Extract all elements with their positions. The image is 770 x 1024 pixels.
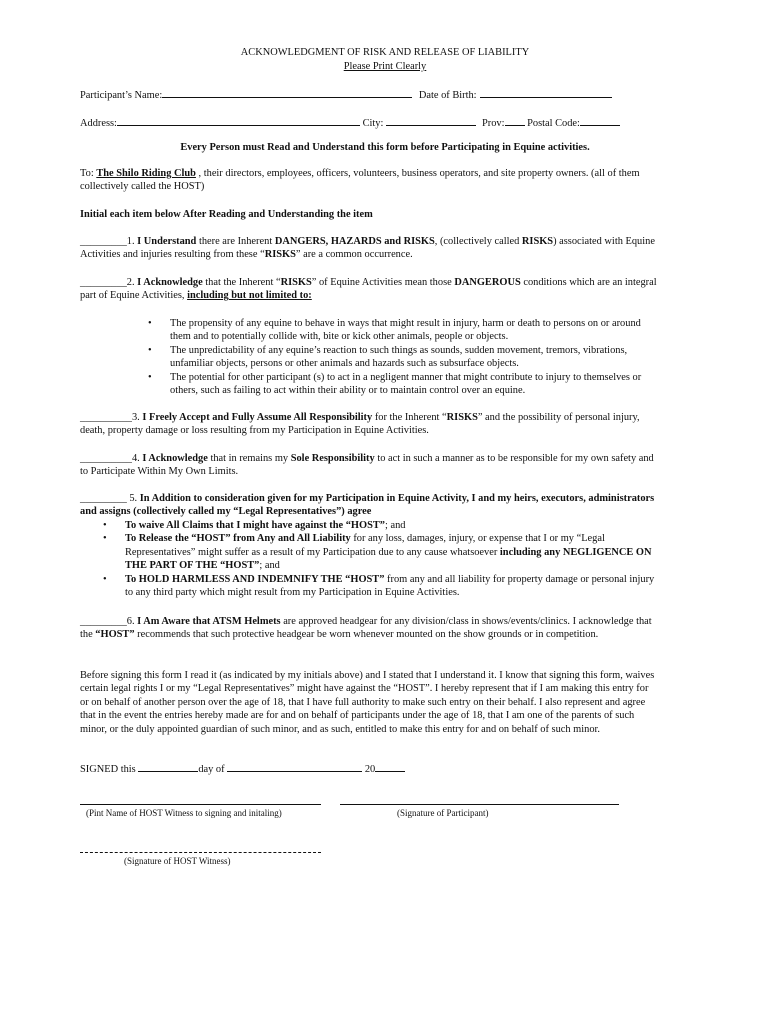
item-1-bold2: RISKS xyxy=(521,236,554,247)
item-1-bold3: RISKS xyxy=(264,249,296,261)
item-2-t2: ” of Equine Activities mean those xyxy=(311,277,455,288)
item-2-bold-underline: including but not limited to: xyxy=(187,290,312,302)
item-1-t1: there are Inherent xyxy=(196,236,275,247)
club-name: The Shilo Riding Club xyxy=(96,168,196,179)
item-4 xyxy=(80,452,660,479)
witness-print-line[interactable] xyxy=(80,804,321,805)
address-row xyxy=(80,115,680,131)
participant-name-label: Participant’s Name: xyxy=(80,90,163,101)
item-2-t3: conditions which are an integral part of Equine Activities, xyxy=(80,277,657,302)
item-2-lead: I Acknowledge xyxy=(137,277,203,288)
item-5-b2-tail: ; and xyxy=(259,560,280,572)
item-1-t3: ) associated with Equine Activities and injuries resulting from these “ xyxy=(80,236,655,261)
item-1-t2: , (collectively called xyxy=(434,236,522,247)
postal-label: Postal Code: xyxy=(527,118,580,129)
list-item xyxy=(103,573,660,600)
item-3-lead: I Freely Accept and Fully Assume All Responsibility xyxy=(142,412,373,423)
day-of-label: day of xyxy=(198,764,225,775)
item-2-bold1: RISKS xyxy=(280,277,312,288)
item-1-bold1: DANGERS, HAZARDS and RISKS xyxy=(274,236,435,247)
item-5-b3-bold: To HOLD HARMLESS AND INDEMNIFY THE “HOST” xyxy=(125,573,385,585)
item-5-bullet-list xyxy=(103,519,660,599)
item-6-bold1: “HOST” xyxy=(95,629,135,641)
address-label: Address: xyxy=(80,118,117,129)
item-5-b2-bold: To Release the “HOST” from Any and All Liability xyxy=(125,533,351,545)
page-subtitle xyxy=(0,60,770,74)
prov-label: Prov: xyxy=(481,118,505,129)
item-3 xyxy=(80,411,660,438)
item-3-t1: for the Inherent “ xyxy=(372,412,447,423)
item-5-b3-tail: from any and all liability for property damage or personal injury to any third party which might result from my Participation in Equine Activities. xyxy=(125,573,655,599)
item-2-num: 2. xyxy=(126,277,138,288)
signed-day-field[interactable] xyxy=(138,761,198,772)
witness-signature-line[interactable] xyxy=(80,852,321,853)
city-label: City: xyxy=(362,118,384,129)
initial-blank-1[interactable]: _________ xyxy=(80,236,127,247)
item-5-b2-text: for any loss, damages, injury, or expense that I or my “Legal Representatives” might suffer as a result of my Participation due to any cause whatsoever xyxy=(125,533,605,558)
postal-field[interactable] xyxy=(580,115,620,126)
item-4-bold1: Sole Responsibility xyxy=(290,453,375,464)
item-6-num: 6. xyxy=(126,616,138,627)
list-item xyxy=(103,532,660,572)
item-5-b2-bold2: including any NEGLIGENCE ON THE PART OF THE “HOST” xyxy=(125,546,652,572)
item-4-lead: I Acknowledge xyxy=(142,453,208,464)
list-item xyxy=(148,371,656,398)
to-rest: , their directors, employees, officers, volunteers, business operators, and site property owners. (all of them collectively called the HOST) xyxy=(80,168,640,193)
initial-blank-5[interactable]: _________ xyxy=(80,493,127,504)
initial-heading: Initial each item below After Reading and Understanding the item xyxy=(80,209,373,220)
signed-row xyxy=(80,761,680,777)
item-2-bold2: DANGEROUS xyxy=(454,277,521,288)
item-5-num: 5. xyxy=(126,493,140,504)
item-3-bold1: RISKS xyxy=(446,412,478,423)
signed-label: SIGNED this xyxy=(80,764,136,775)
item-5-b1-tail: ; and xyxy=(384,520,406,531)
item-5 xyxy=(80,492,660,519)
page-title: ACKNOWLEDGMENT OF RISK AND RELEASE OF LIABILITY xyxy=(240,47,530,58)
bullet-icon: • xyxy=(103,573,107,585)
bullet-text: The potential for other participant (s) to act in a negligent manner that might contribute to injury to themselves or others, such as failing to act within their ability or to maintain control over an equine. xyxy=(170,371,642,397)
participant-row xyxy=(80,87,680,103)
initial-blank-3[interactable]: __________ xyxy=(80,412,132,423)
bullet-icon: • xyxy=(148,344,152,356)
item-4-t2: to act in such a manner as to be responsible for my own safety and to Participate Within My Own Limits. xyxy=(80,453,654,478)
to-paragraph xyxy=(80,167,660,194)
participant-signature-caption: (Signature of Participant) xyxy=(397,808,489,818)
bullet-icon: • xyxy=(103,520,107,531)
list-item xyxy=(148,317,656,344)
address-field[interactable] xyxy=(117,115,360,126)
initial-blank-6[interactable]: _________ xyxy=(80,616,127,627)
list-item xyxy=(148,344,656,371)
bullet-icon: • xyxy=(148,371,152,383)
item-6 xyxy=(80,615,660,642)
initial-blank-4[interactable]: __________ xyxy=(80,453,132,464)
bullet-icon: • xyxy=(148,318,152,329)
item-2-bullet-list xyxy=(148,317,656,397)
item-5-b1-bold: To waive All Claims that I might have against the “HOST” xyxy=(125,520,385,531)
city-field[interactable] xyxy=(386,115,476,126)
signed-month-field[interactable] xyxy=(227,761,362,772)
signed-year-field[interactable] xyxy=(375,761,405,772)
item-6-lead: I Am Aware that ATSM Helmets xyxy=(137,616,281,627)
item-1 xyxy=(80,235,660,262)
participant-name-field[interactable] xyxy=(162,87,412,98)
dob-label: Date of Birth: xyxy=(418,90,477,101)
subtitle-text: Please Print Clearly xyxy=(343,61,427,72)
item-3-num: 3. xyxy=(131,412,143,423)
item-4-num: 4. xyxy=(131,453,143,464)
closing-paragraph: Before signing this form I read it (as indicated by my initials above) and I stated that I understand it. I know that signing this form, waives certain legal rights I or my “Legal Representatives” might have against the “HOST”. I hereby represent that if I am making this entry for or on behalf of another person over the age of 18, that I have full authority to make such entry on their behalf. I also represent and agree that in the event the entries hereby made are for and on behalf of participants under the age of 18, that I am one of the parents of such minor, or the duly appointed guardian of such minor, and as such, entitled to make this entry for and on behalf of such minor. xyxy=(80,670,655,735)
item-1-lead: I Understand xyxy=(137,236,197,247)
item-5-lead: In Addition to consideration given for my Participation in Equine Activity, I and my heirs, executors, administrators and assigns (collectively called my “Legal Representatives”) agree xyxy=(80,493,655,518)
item-1-num: 1. xyxy=(126,236,138,247)
to-prefix: To: xyxy=(80,168,97,179)
bullet-text: The unpredictability of any equine’s reaction to such things as sounds, sudden movement, tremors, vibrations, unfamiliar objects, persons or other animals and hazards such as subsurface objects. xyxy=(170,344,628,370)
item-2-t1: that the Inherent “ xyxy=(202,277,281,288)
year-label: 20 xyxy=(364,764,376,775)
item-6-t2: recommends that such protective headgear be worn whenever mounted on the show grounds or in competition. xyxy=(134,629,599,641)
item-4-t1: that in remains my xyxy=(207,453,291,464)
notice-text: Every Person must Read and Understand this form before Participating in Equine activities. xyxy=(180,142,590,153)
witness-print-caption: (Pint Name of HOST Witness to signing and initaling) xyxy=(86,808,282,818)
prov-field[interactable] xyxy=(505,115,525,126)
participant-signature-line[interactable] xyxy=(340,804,619,805)
list-item xyxy=(103,519,660,532)
item-2 xyxy=(80,276,660,303)
item-1-t4: ” are a common occurrence. xyxy=(295,249,413,261)
bullet-text: The propensity of any equine to behave in ways that might result in injury, harm or death to persons on or around them and to potentially collide with, bite or kick other animals, people or objects. xyxy=(170,318,641,343)
bullet-icon: • xyxy=(103,533,107,545)
witness-signature-caption: (Signature of HOST Witness) xyxy=(124,856,231,866)
initial-blank-2[interactable]: _________ xyxy=(80,277,127,288)
dob-field[interactable] xyxy=(480,87,612,98)
item-6-t1: are approved headgear for any division/class in shows/events/clinics. I acknowledge that the xyxy=(80,616,652,641)
item-3-t2: ” and the possibility of personal injury, death, property damage or loss resulting from my Participation in Equine Activities. xyxy=(80,412,640,437)
